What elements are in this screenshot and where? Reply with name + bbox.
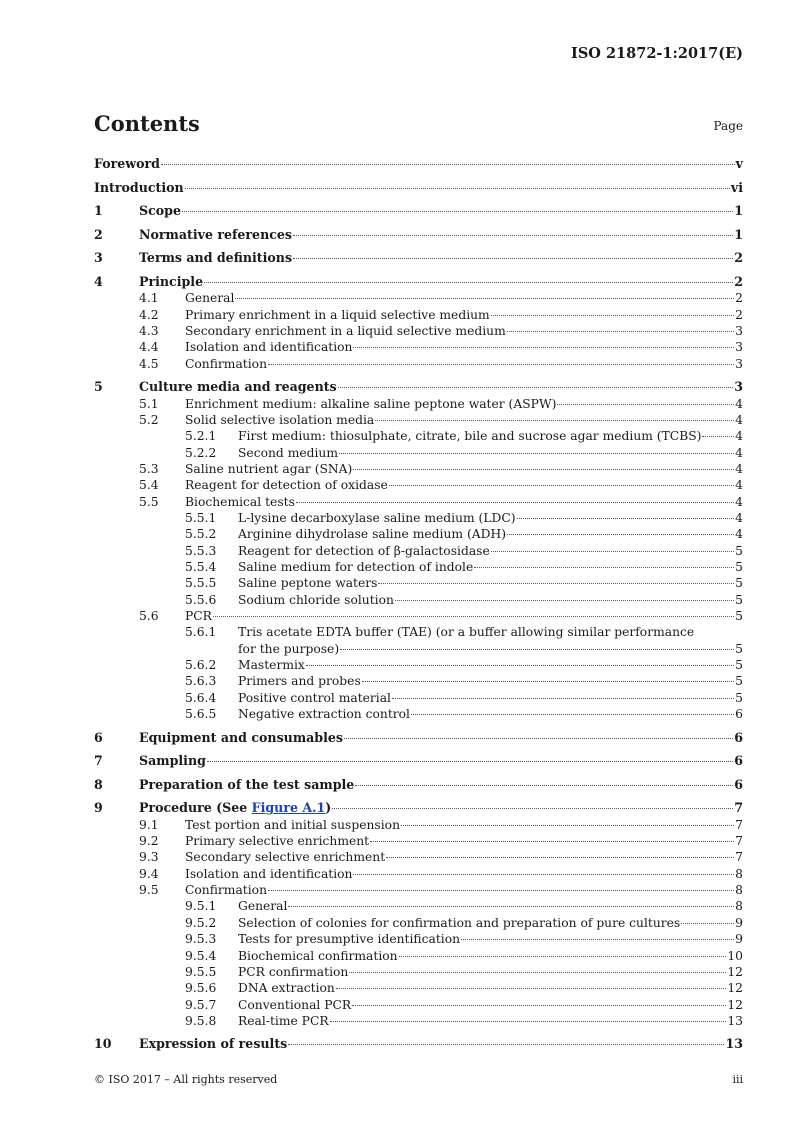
toc-label: L-lysine decarboxylase saline medium (LDC) [238,510,516,525]
toc-number: 4.4 [139,340,159,355]
toc-page: 4 [735,494,743,509]
dot-leader [507,534,734,535]
toc-page: 6 [735,707,743,722]
toc-number: 5.6.4 [185,690,217,705]
dot-leader [185,188,730,189]
toc-entry-4[interactable] [94,274,743,290]
toc-number: 9.1 [139,817,159,832]
toc-entry-5-5[interactable] [94,494,743,510]
toc-entry-9-5-4[interactable] [94,948,743,964]
toc-label: Sodium chloride solution [238,592,394,607]
toc-number: 9.5.7 [185,997,217,1012]
toc-number: 9 [94,800,103,816]
toc-number: 9.5.6 [185,981,217,996]
toc-label: Expression of results [139,1036,288,1052]
toc-label: Sampling [139,753,206,769]
toc-entry-5-2-1[interactable] [94,428,743,444]
dot-leader [293,258,733,259]
toc-label: Conventional PCR [238,997,352,1012]
toc-page: 8 [735,899,743,914]
dot-leader [268,890,734,891]
toc-page: 8 [735,866,743,881]
toc-entry-6[interactable] [94,730,743,754]
dot-leader [389,485,734,486]
dot-leader [235,298,734,299]
toc-number: 9.3 [139,850,159,865]
toc-entry-4-5[interactable] [94,356,743,372]
toc-label: Isolation and identification [185,340,353,355]
toc-page: 9 [735,915,743,930]
toc-page: 1 [734,226,743,242]
toc-page: 2 [735,291,743,306]
toc-page: vi [730,179,743,195]
dot-leader [517,518,735,519]
toc-label-line1: Tris acetate EDTA buffer (TAE) (or a buffer allowing similar performance [238,625,695,640]
dot-leader [362,681,734,682]
toc-label: Selection of colonies for confirmation and preparation of pure cultures [238,915,681,930]
toc-label: Scope [139,203,181,219]
dot-leader [681,923,734,924]
toc-number: 7 [94,753,103,769]
toc-label: Isolation and identification [185,866,353,881]
toc-label: Primary selective enrichment [185,834,370,849]
dot-leader [352,1005,726,1006]
page-column-label: Page [713,119,743,133]
toc-page: 3 [735,324,743,338]
dot-leader [392,698,734,699]
toc-page: 5 [735,609,743,624]
toc-number: 5.1 [139,396,159,411]
toc-entry-5-5-4[interactable] [94,559,743,575]
toc-label: Positive control material [238,690,391,705]
toc-label-prefix: Procedure (See [139,800,252,816]
toc-entry-9-5-5[interactable] [94,964,743,980]
toc-entry-5-5-3[interactable] [94,543,743,559]
toc-entry-5-3[interactable] [94,461,743,477]
dot-leader [293,235,733,236]
dot-leader [474,567,734,568]
toc-page: 5 [735,658,743,673]
toc-label: Test portion and initial suspension [185,817,400,832]
toc-label: Real-time PCR [238,1013,329,1028]
toc-page: 2 [734,250,743,266]
dot-leader [288,1044,724,1045]
toc-entry-9-5-6[interactable] [94,980,743,996]
toc-page: 7 [735,817,743,832]
toc-label: Introduction [94,179,184,195]
toc-page: 12 [727,997,743,1012]
dot-leader [330,1021,727,1022]
toc-label: Enrichment medium: alkaline saline peptone water (ASPW) [185,396,557,411]
dot-leader [336,988,726,989]
toc-entry-introduction[interactable] [94,180,743,204]
dot-leader [296,502,734,503]
toc-entry-5-4[interactable] [94,477,743,493]
toc-entry-1[interactable] [94,203,743,227]
spacer [94,722,743,729]
dot-leader [375,420,734,421]
dot-leader [339,453,734,454]
toc-label [139,800,331,816]
spacer [94,372,743,379]
toc-label: Solid selective isolation media [185,412,375,427]
toc-number: 3 [94,250,103,266]
toc-entry-9-3[interactable] [94,849,743,865]
toc-label: General [238,899,288,914]
toc-label: General [185,291,235,306]
dot-leader [353,874,734,875]
toc-label: Preparation of the test sample [139,776,355,792]
dot-leader [338,387,734,388]
toc-page: 7 [735,834,743,849]
toc-label: Culture media and reagents [139,379,337,395]
toc-number: 5.6.1 [185,625,217,640]
toc-page: 4 [735,478,743,493]
dot-leader [204,282,733,283]
dot-leader [268,364,734,365]
toc-number: 5.2.2 [185,445,217,460]
toc-page: 7 [735,850,743,865]
toc-number: 10 [94,1036,112,1052]
dot-leader [507,331,734,332]
toc-label: DNA extraction [238,981,335,996]
dot-leader [461,939,734,940]
toc-number: 9.5.1 [185,899,217,914]
toc-entry-9-5-7[interactable] [94,997,743,1013]
toc-page: 4 [735,429,743,444]
toc-entry-5-5-5[interactable] [94,575,743,591]
dot-leader [378,583,734,584]
toc-entry-5-6-1[interactable] [94,624,743,657]
toc-entry-9-5[interactable] [94,882,743,898]
toc-entry-5-6-2[interactable] [94,657,743,673]
toc-number: 9.5.3 [185,932,217,947]
toc-number: 9.4 [139,866,159,881]
toc-entry-4-2[interactable] [94,307,743,323]
toc-page: 2 [734,273,743,289]
toc-number: 1 [94,203,103,219]
toc-page: 12 [727,964,743,979]
toc-page: 1 [734,203,743,219]
figure-a1-link[interactable]: Figure A.1 [251,800,326,816]
toc-number: 2 [94,226,103,242]
toc-entry-4-4[interactable] [94,339,743,355]
toc-label: Second medium [238,445,339,460]
toc-label: First medium: thiosulphate, citrate, bile and sucrose agar medium (TCBS) [238,429,702,444]
dot-leader [395,600,734,601]
toc-page: 13 [727,1013,743,1028]
toc-entry-5-5-6[interactable] [94,592,743,608]
toc-label: Principle [139,273,204,289]
toc-entry-5-6-3[interactable] [94,673,743,689]
toc-page: 5 [735,674,743,689]
toc-label: Confirmation [185,883,268,898]
toc-number: 4.3 [139,324,159,338]
toc-number: 5.4 [139,478,159,493]
table-of-contents [94,156,743,1060]
toc-page: 3 [734,379,743,395]
toc-page: 6 [734,753,743,769]
toc-number: 6 [94,729,103,745]
toc-label-wrapped [238,624,743,657]
toc-number: 9.5.2 [185,915,217,930]
dot-leader [401,825,734,826]
toc-page: 5 [735,690,743,705]
dot-leader [353,469,734,470]
dot-leader [344,738,733,739]
dot-leader [332,808,733,809]
toc-label: Saline nutrient agar (SNA) [185,461,353,476]
dot-leader [340,649,734,650]
toc-page: 9 [735,932,743,947]
toc-number: 5.2.1 [185,429,217,444]
toc-page: 12 [727,981,743,996]
toc-page: 5 [735,641,743,656]
toc-number: 5.6.3 [185,674,217,689]
toc-page: 5 [735,543,743,558]
toc-label: Primary enrichment in a liquid selective medium [185,307,490,322]
toc-number: 4 [94,273,103,289]
dot-leader [288,906,734,907]
toc-label: Secondary selective enrichment [185,850,386,865]
toc-number: 5.5.5 [185,576,217,591]
toc-page: 13 [725,1036,743,1052]
dot-leader [349,972,726,973]
toc-page: 4 [735,527,743,542]
dot-leader [306,665,734,666]
toc-label: Biochemical confirmation [238,948,398,963]
dot-leader [557,404,734,405]
toc-number: 9.5 [139,883,159,898]
toc-entry-9-4[interactable] [94,866,743,882]
toc-entry-9-2[interactable] [94,833,743,849]
toc-label: Tests for presumptive identification [238,932,461,947]
toc-page: 10 [727,948,743,963]
toc-page: 3 [735,340,743,355]
toc-page: 4 [735,396,743,411]
toc-number: 4.5 [139,356,159,371]
toc-number: 5.2 [139,412,159,427]
dot-leader [491,551,734,552]
toc-entry-3[interactable] [94,250,743,274]
toc-number: 4.1 [139,291,159,306]
toc-number: 9.5.5 [185,964,217,979]
toc-page: v [735,156,743,171]
dot-leader [702,436,734,437]
toc-page: 7 [734,800,743,816]
toc-number: 8 [94,776,103,792]
dot-leader [161,164,735,165]
toc-label-suffix: ) [325,800,332,816]
toc-entry-9-5-3[interactable] [94,931,743,947]
toc-entry-10[interactable] [94,1036,743,1060]
toc-page: 4 [735,510,743,525]
toc-entry-2[interactable] [94,227,743,251]
toc-label: PCR confirmation [238,964,349,979]
copyright-notice: © ISO 2017 – All rights reserved [94,1073,278,1086]
toc-label: PCR [185,609,212,624]
toc-number: 5 [94,379,103,395]
dot-leader [411,714,734,715]
dot-leader [491,315,734,316]
dot-leader [182,211,733,212]
toc-entry-5-5-1[interactable] [94,510,743,526]
toc-entry-5-6[interactable] [94,608,743,624]
dot-leader [399,956,727,957]
toc-entry-5-1[interactable] [94,396,743,412]
toc-entry-8[interactable] [94,777,743,801]
toc-label: Saline peptone waters [238,576,378,591]
toc-number: 9.2 [139,834,159,849]
toc-entry-9-1[interactable] [94,817,743,833]
toc-entry-5-2-2[interactable] [94,445,743,461]
toc-label: Foreword [94,156,160,171]
dot-leader [386,857,734,858]
toc-entry-4-3[interactable] [94,323,743,339]
toc-number: 5.3 [139,461,159,476]
toc-entry-foreword[interactable] [94,156,743,180]
toc-number: 9.5.8 [185,1013,217,1028]
toc-label: Terms and definitions [139,250,293,266]
toc-label: Saline medium for detection of indole [238,560,474,574]
toc-label: Primers and probes [238,674,361,689]
toc-entry-5-6-5[interactable] [94,706,743,722]
toc-number: 5.5.3 [185,543,217,558]
toc-label: Arginine dihydrolase saline medium (ADH) [238,527,507,542]
toc-label: Confirmation [185,356,268,371]
dot-leader [213,616,734,617]
toc-entry-5-6-4[interactable] [94,690,743,706]
dot-leader [355,785,733,786]
toc-number: 5.5.1 [185,510,217,525]
dot-leader [370,841,734,842]
dot-leader [207,761,733,762]
toc-label-line2: for the purpose) [238,641,340,656]
toc-number: 5.6.5 [185,707,217,722]
toc-label: Negative extraction control [238,707,410,722]
toc-label: Reagent for detection of β-galactosidase [238,543,490,558]
toc-number: 5.6 [139,609,159,624]
toc-entry-5[interactable] [94,379,743,395]
toc-page: 6 [734,729,743,745]
toc-number: 5.5.2 [185,527,217,542]
toc-label: Mastermix [238,658,305,673]
toc-page: 2 [735,307,743,322]
toc-label-line2-row [238,641,743,657]
dot-leader [353,347,734,348]
page-title: Contents [94,111,200,136]
toc-number: 5.6.2 [185,658,217,673]
toc-entry-4-1[interactable] [94,290,743,306]
toc-page: 6 [734,776,743,792]
toc-page: 5 [735,576,743,591]
toc-entry-9-5-8[interactable] [94,1013,743,1029]
toc-number: 4.2 [139,307,159,322]
document-id: ISO 21872-1:2017(E) [571,45,743,62]
toc-page: 4 [735,461,743,476]
toc-entry-5-5-2[interactable] [94,526,743,542]
toc-entry-9[interactable] [94,800,743,816]
toc-label: Secondary enrichment in a liquid selective medium [185,324,506,338]
toc-label: Equipment and consumables [139,729,344,745]
toc-label: Biochemical tests [185,494,295,509]
toc-label: Reagent for detection of oxidase [185,478,388,493]
page-number: iii [732,1073,743,1086]
toc-number: 9.5.4 [185,948,217,963]
toc-entry-9-5-2[interactable] [94,915,743,931]
toc-entry-7[interactable] [94,753,743,777]
toc-number: 5.5.6 [185,592,217,607]
toc-number: 5.5 [139,494,159,509]
toc-entry-9-5-1[interactable] [94,898,743,914]
spacer [94,1029,743,1036]
toc-page: 5 [735,560,743,574]
toc-page: 3 [735,356,743,371]
toc-page: 4 [735,412,743,427]
toc-label: Normative references [139,226,293,242]
toc-page: 4 [735,445,743,460]
toc-page: 5 [735,592,743,607]
toc-entry-5-2[interactable] [94,412,743,428]
toc-page: 8 [735,883,743,898]
toc-number: 5.5.4 [185,560,217,574]
